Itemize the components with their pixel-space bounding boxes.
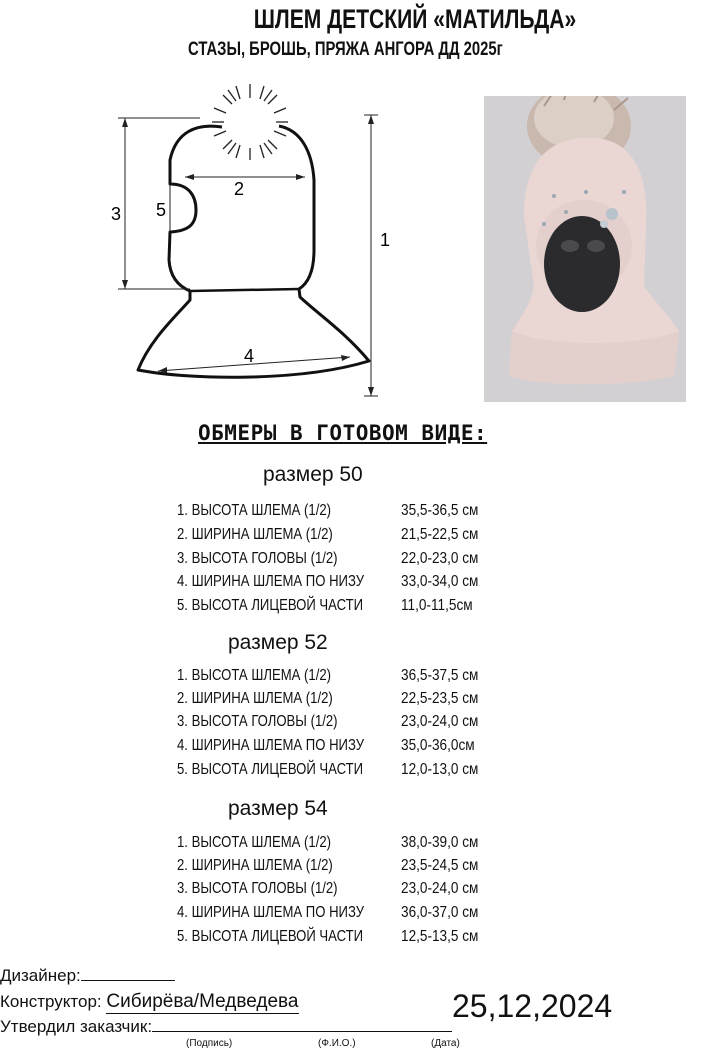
- document-subtitle: СТАЗЫ, БРОШЬ, ПРЯЖА АНГОРА ДД 2025г: [188, 39, 503, 60]
- measurement-row: 4. ШИРИНА ШЛЕМА ПО НИЗУ 36,0-37,0 см: [177, 904, 479, 921]
- measurement-row: 2. ШИРИНА ШЛЕМА (1/2) 22,5-23,5 см: [177, 690, 479, 707]
- hat-schematic: [100, 80, 400, 405]
- measurement-row: 1. ВЫСОТА ШЛЕМА (1/2) 35,5-36,5 см: [177, 502, 479, 519]
- size-label-50: размер 50: [263, 463, 363, 486]
- signature-caption: (Подпись): [186, 1038, 233, 1049]
- measurements-heading: ОБМЕРЫ В ГОТОВОМ ВИДЕ:: [198, 421, 488, 445]
- date-caption: (Дата): [431, 1038, 460, 1049]
- pompom-icon: [212, 84, 288, 160]
- measurement-row: 2. ШИРИНА ШЛЕМА (1/2) 21,5-22,5 см: [177, 526, 479, 543]
- constructor-label: Конструктор:: [0, 992, 102, 1011]
- measurement-row: 2. ШИРИНА ШЛЕМА (1/2) 23,5-24,5 см: [177, 857, 479, 874]
- dimension-label-1: 1: [380, 230, 391, 250]
- measurement-row: 5. ВЫСОТА ЛИЦЕВОЙ ЧАСТИ 12,0-13,0 см: [177, 761, 479, 778]
- approved-label: Утвердил заказчик:: [0, 1017, 153, 1036]
- approved-line: [0, 1017, 452, 1037]
- designer-signature-line: [81, 966, 175, 981]
- dimension-label-5: 5: [156, 200, 167, 220]
- size-label-54: размер 54: [228, 797, 328, 820]
- constructor-value: Сибирёва/Медведева: [106, 991, 299, 1012]
- designer-line: [0, 966, 175, 986]
- name-caption: (Ф.И.О.): [318, 1038, 356, 1049]
- measurement-row: 4. ШИРИНА ШЛЕМА ПО НИЗУ 33,0-34,0 см: [177, 573, 479, 590]
- document-date: 25,12,2024: [452, 988, 613, 1024]
- dimension-label-4: 4: [244, 346, 255, 366]
- document-title: ШЛЕМ ДЕТСКИЙ «МАТИЛЬДА»: [253, 4, 577, 34]
- measurement-row: 5. ВЫСОТА ЛИЦЕВОЙ ЧАСТИ 12,5-13,5 см: [177, 928, 479, 945]
- dimension-label-3: 3: [111, 204, 122, 224]
- measurement-row: 3. ВЫСОТА ГОЛОВЫ (1/2) 22,0-23,0 см: [177, 550, 479, 567]
- approved-signature-line: [152, 1017, 452, 1032]
- size-label-52: размер 52: [228, 631, 328, 654]
- designer-label: Дизайнер:: [0, 966, 81, 985]
- measurement-row: 3. ВЫСОТА ГОЛОВЫ (1/2) 23,0-24,0 см: [177, 880, 479, 897]
- measurement-row: 1. ВЫСОТА ШЛЕМА (1/2) 38,0-39,0 см: [177, 834, 479, 851]
- dimension-label-2: 2: [234, 179, 245, 199]
- measurement-row: 5. ВЫСОТА ЛИЦЕВОЙ ЧАСТИ 11,0-11,5см: [177, 597, 473, 614]
- measurement-row: 4. ШИРИНА ШЛЕМА ПО НИЗУ 35,0-36,0см: [177, 737, 475, 754]
- hat-outline: [138, 126, 369, 377]
- measurement-row: 3. ВЫСОТА ГОЛОВЫ (1/2) 23,0-24,0 см: [177, 713, 479, 730]
- measurement-row: 1. ВЫСОТА ШЛЕМА (1/2) 36,5-37,5 см: [177, 667, 479, 684]
- product-photo: [484, 96, 686, 402]
- constructor-line: [0, 991, 299, 1014]
